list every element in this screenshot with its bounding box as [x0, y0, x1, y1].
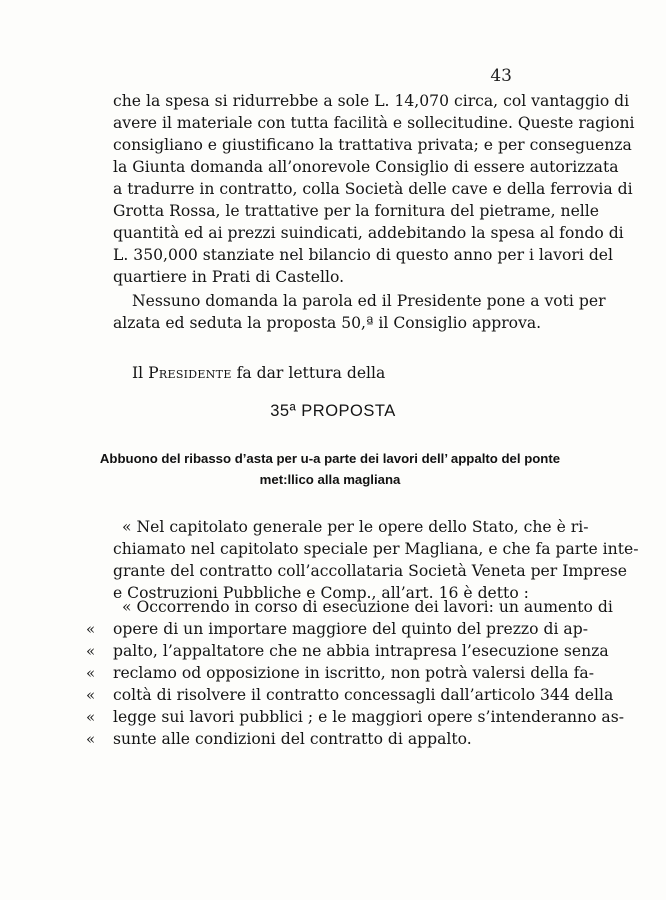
paragraph-3-line: « Nel capitolato generale per le opere dello Stato, che è ri- — [122, 518, 589, 536]
page-number: 43 — [490, 66, 512, 86]
paragraph-3-line: grante del contratto coll’accollataria Società Veneta per Imprese — [113, 562, 628, 580]
paragraph-4-line: legge sui lavori pubblici ; e le maggiori opere s’intenderanno as- — [113, 708, 624, 726]
quote-mark: « — [86, 664, 96, 682]
paragraph-2-line: alzata ed seduta la proposta 50,ª il Consiglio approva. — [113, 314, 542, 332]
proposal-heading: 35ª PROPOSTA — [270, 402, 396, 420]
paragraph-1-line: che la spesa si ridurrebbe a sole L. 14,070 circa, col vantaggio di — [113, 92, 630, 110]
subheading-line: met:llico alla magliana — [259, 472, 401, 487]
paragraph-1-line: consigliano e giustificano la trattativa privata; e per conseguenza — [113, 136, 632, 154]
intro-prefix: Il — [132, 364, 144, 382]
paragraph-1-line: a tradurre in contratto, colla Società delle cave e della ferrovia di — [113, 180, 633, 198]
paragraph-4-line: reclamo od opposizione in iscritto, non potrà valersi della fa- — [113, 664, 594, 682]
quote-mark: « — [86, 708, 96, 726]
intro-suffix: fa dar lettura della — [236, 364, 386, 382]
quote-mark: « — [86, 642, 96, 660]
subheading-line: Abbuono del ribasso d’asta per u-a parte dei lavori dell’ appalto del ponte — [99, 451, 561, 466]
paragraph-1-line: Grotta Rossa, le trattative per la fornitura del pietrame, nelle — [113, 202, 599, 220]
paragraph-4-line: palto, l’appaltatore che ne abbia intrapresa l’esecuzione senza — [113, 642, 609, 660]
intro-line — [132, 362, 529, 384]
quote-mark: « — [86, 620, 96, 638]
paragraph-1-line: avere il materiale con tutta facilità e sollecitudine. Queste ragioni — [113, 114, 635, 132]
paragraph-4-line: « Occorrendo in corso di esecuzione dei lavori: un aumento di — [122, 598, 613, 616]
paragraph-3-line: e Costruzioni Pubbliche e Comp., all’art. 16 è detto : — [113, 584, 529, 602]
paragraph-1-line: quantità ed ai prezzi suindicati, addebitando la spesa al fondo di — [113, 224, 624, 242]
paragraph-1-line: la Giunta domanda all’onorevole Consiglio di essere autorizzata — [113, 158, 619, 176]
paragraph-4-line: sunte alle condizioni del contratto di appalto. — [113, 730, 472, 748]
quote-mark: « — [86, 730, 96, 748]
paragraph-1-line: L. 350,000 stanziate nel bilancio di questo anno per i lavori del — [113, 246, 614, 264]
paragraph-2-line: Nessuno domanda la parola ed il Presidente pone a voti per — [132, 292, 606, 310]
paragraph-4-line: opere di un importare maggiore del quinto del prezzo di ap- — [113, 620, 588, 638]
president-label: Presidente — [148, 364, 232, 382]
paragraph-3-line: chiamato nel capitolato speciale per Magliana, e che fa parte inte- — [113, 540, 639, 558]
paragraph-4-line: coltà di risolvere il contratto concessagli dall’articolo 344 della — [113, 686, 614, 704]
paragraph-1-line: quartiere in Prati di Castello. — [113, 268, 345, 286]
quote-mark: « — [86, 686, 96, 704]
